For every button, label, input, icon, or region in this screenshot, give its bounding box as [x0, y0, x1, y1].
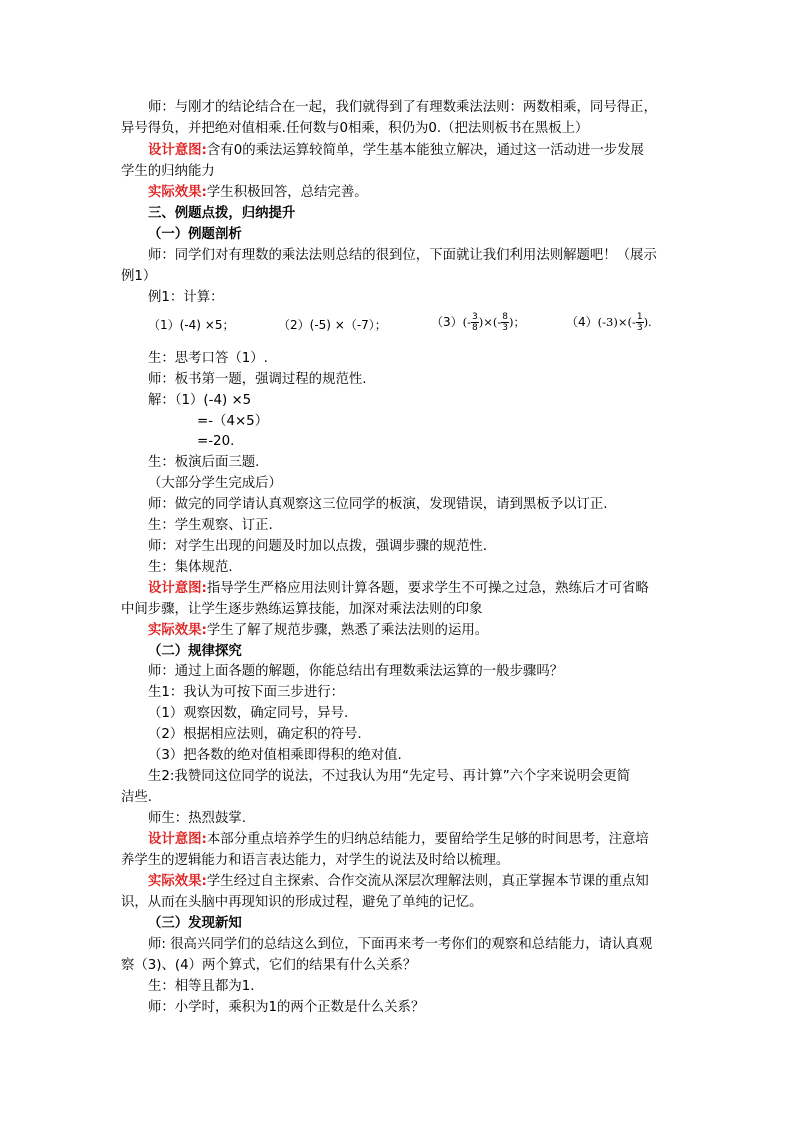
example-expression-1: （1）(-4) ×5；	[148, 318, 235, 332]
paragraph-line: 生：板演后面三题.	[148, 455, 260, 470]
step-item: （3）把各数的绝对值相乘即得积的绝对值.	[148, 748, 402, 763]
paragraph-line: 师生：热烈鼓掌.	[148, 811, 246, 826]
solution-line: =-20.	[197, 434, 235, 449]
paragraph-line: 生：思考口答（1）.	[148, 351, 268, 366]
paragraph-line: 察（3)、(4）两个算式，它们的结果有什么关系？	[121, 958, 417, 973]
math-text: )；	[508, 315, 525, 329]
actual-effect-line	[148, 872, 649, 894]
paragraph-line: 洁些.	[121, 790, 153, 805]
paragraph-line: 师：小学时，乘积为1的两个正数是什么关系？	[148, 1000, 425, 1015]
example-expression-3	[431, 312, 525, 342]
paragraph-line: 师：板书第一题，强调过程的规范性.	[148, 372, 367, 387]
paragraph-line: 师：做完的同学请认真观察这三位同学的板演，发现错误，请到黑板予以订正.	[148, 497, 608, 512]
subsection-heading: （三）发现新知	[148, 916, 242, 931]
design-intent-line	[148, 141, 644, 163]
fraction-numerator: 3	[472, 312, 478, 322]
design-intent-label: 设计意图:	[148, 581, 207, 596]
solution-line: =-（4×5）	[197, 414, 269, 429]
fraction-denominator: 3	[502, 323, 508, 333]
actual-effect-label: 实际效果:	[148, 623, 207, 638]
section-heading: 三、例题点拨，归纳提升	[148, 206, 296, 221]
paragraph-line: 师：与刚才的结论结合在一起，我们就得到了有理数乘法法则：两数相乘，同号得正，	[148, 100, 657, 115]
paragraph-line: 师: 很高兴同学们的总结这么到位，下面再来考一考你们的观察和总结能力，请认真观	[148, 937, 653, 952]
paragraph-line: 师：同学们对有理数的乘法法则总结的很到位，下面就让我们利用法则解题吧！（展示	[148, 248, 657, 263]
fraction-denominator: 8	[472, 323, 478, 333]
expression-index: （4）	[566, 315, 598, 329]
paragraph-line: 中间步骤，让学生逐步熟练运算技能，加深对乘法法则的印象	[121, 602, 483, 617]
fraction-numerator: 1	[636, 312, 643, 322]
fraction	[501, 312, 509, 333]
fraction	[471, 312, 479, 333]
design-intent-text: 含有0的乘法运算较简单，学生基本能独立解决，通过这一活动进一步发展	[206, 143, 644, 158]
math-text: )×(-	[478, 315, 502, 329]
paragraph-line: 师：对学生出现的问题及时加以点拨，强调步骤的规范性.	[148, 539, 488, 554]
design-intent-text: 本部分重点培养学生的归纳总结能力，要留给学生足够的时间思考，注意培	[206, 832, 649, 847]
actual-effect-text: 学生了解了规范步骤，熟悉了乘法法则的运用。	[206, 623, 489, 638]
actual-effect-text: 学生积极回答，总结完善。	[206, 185, 368, 200]
design-intent-label: 设计意图:	[148, 832, 207, 847]
paragraph-line: 例1）	[121, 269, 157, 284]
subsection-heading: （二）规律探究	[148, 644, 242, 659]
paragraph-line: 生：相等且都为1.	[148, 979, 255, 994]
paragraph-line: 师：通过上面各题的解题，你能总结出有理数乘法运算的一般步骤吗？	[148, 664, 564, 679]
design-intent-line	[148, 579, 649, 601]
paragraph-line: 异号得负，并把绝对值相乘.任何数与0相乘，积仍为0.（把法则板书在黑板上）	[121, 121, 589, 136]
example-title: 例1：计算：	[148, 290, 224, 305]
paragraph-line: 生1：我认为可按下面三步进行：	[148, 685, 344, 700]
paragraph-line: （大部分学生完成后）	[148, 476, 282, 491]
actual-effect-text: 学生经过自主探索、合作交流从深层次理解法则，真正掌握本节课的重点知	[206, 874, 649, 889]
paragraph-line: 生2:我赞同这位同学的说法，不过我认为用“先定号、再计算”六个字来说明会更简	[148, 769, 631, 784]
paragraph-line: 养学生的逻辑能力和语言表达能力，对学生的说法及时给以梳理。	[121, 853, 510, 868]
design-intent-line	[148, 830, 649, 852]
actual-effect-line	[148, 621, 488, 643]
step-item: （1）观察因数，确定同号，异号.	[148, 706, 349, 721]
example-expression-2: （2）(-5) ×（-7）；	[278, 318, 387, 332]
math-text: ).	[643, 315, 652, 329]
actual-effect-line	[148, 183, 368, 205]
paragraph-line: 识，从而在头脑中再现知识的形成过程，避免了单纯的记忆。	[121, 895, 483, 910]
actual-effect-label: 实际效果:	[148, 874, 207, 889]
math-text: (-3)×(-	[597, 315, 636, 329]
paragraph-line: 学生的归纳能力	[121, 164, 215, 179]
subsection-heading: （一）例题剖析	[148, 227, 242, 242]
design-intent-label: 设计意图:	[148, 143, 207, 158]
actual-effect-label: 实际效果:	[148, 185, 207, 200]
fraction	[636, 312, 644, 333]
math-text: (-	[462, 315, 472, 329]
example-expression-4	[566, 312, 652, 342]
paragraph-line: 生：集体规范.	[148, 560, 233, 575]
step-item: （2）根据相应法则，确定积的符号.	[148, 727, 362, 742]
paragraph-line: 生：学生观察、订正.	[148, 518, 273, 533]
fraction-numerator: 8	[502, 312, 508, 322]
fraction-denominator: 3	[636, 323, 643, 333]
expression-index: （3）	[431, 315, 463, 329]
solution-line: 解：（1）(-4) ×5	[148, 393, 252, 408]
design-intent-text: 指导学生严格应用法则计算各题，要求学生不可操之过急，熟练后才可省略	[206, 581, 649, 596]
